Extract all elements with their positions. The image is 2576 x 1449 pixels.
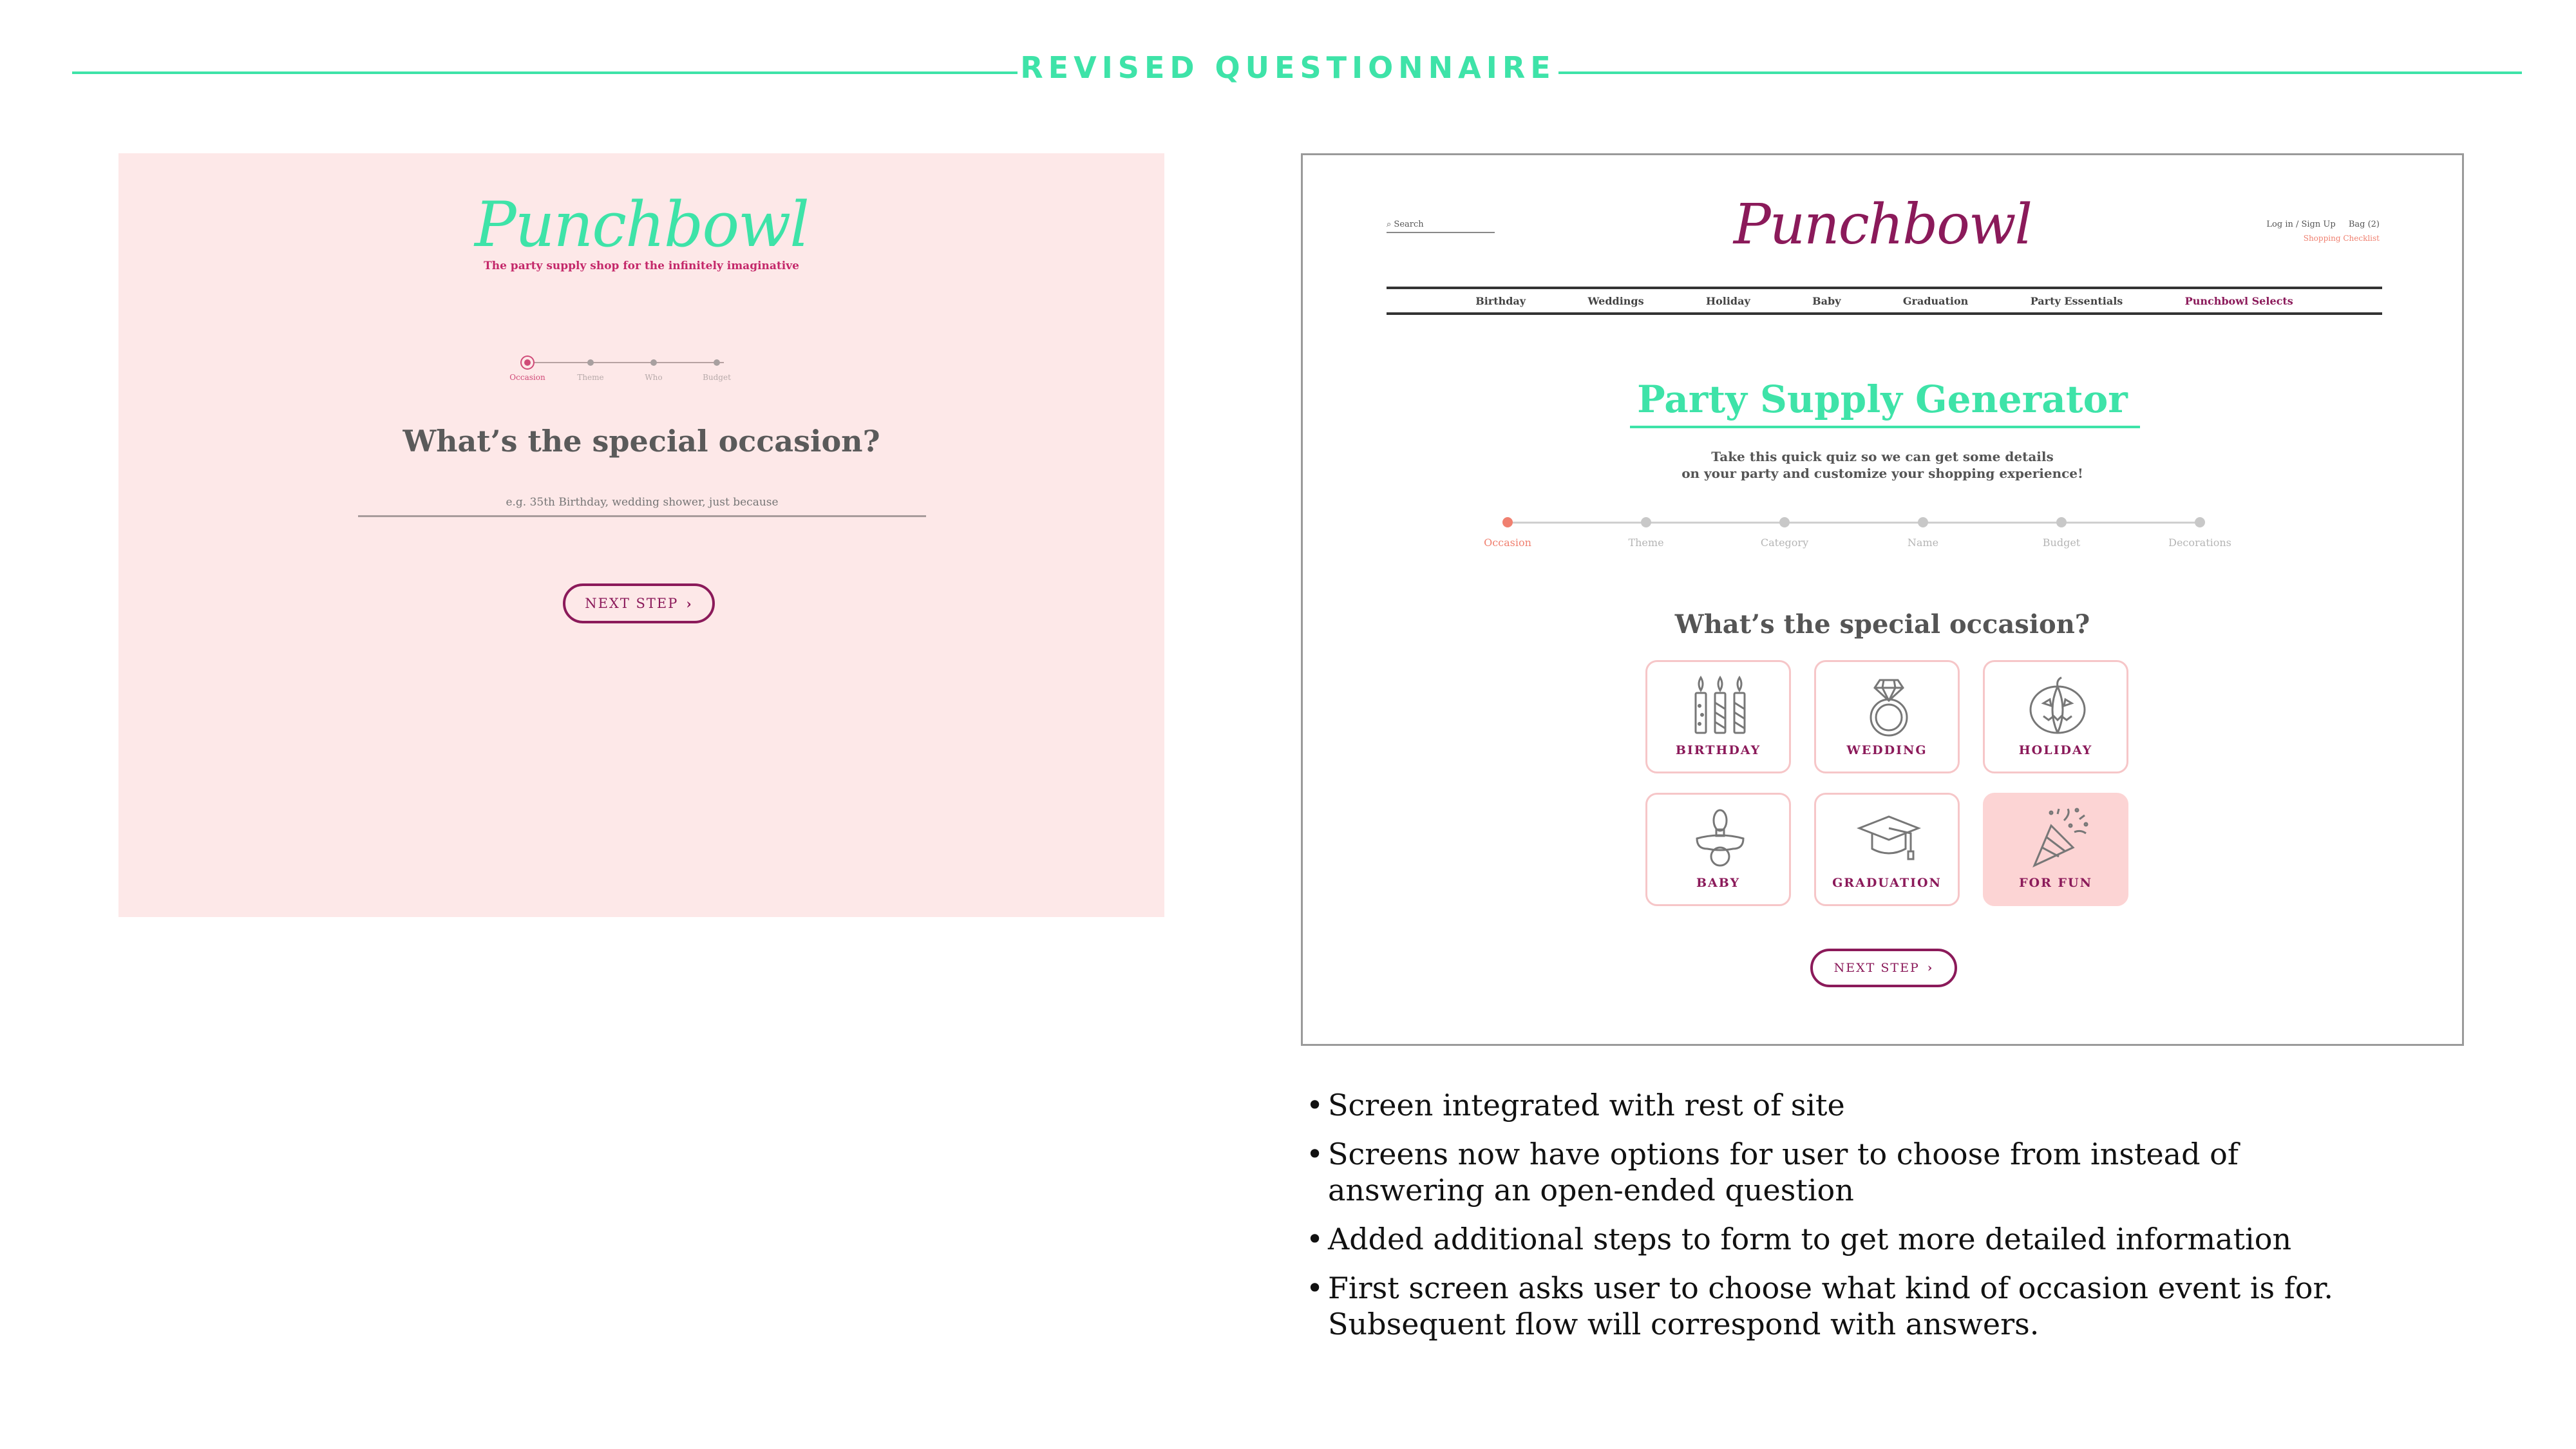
option-label: HOLIDAY: [2018, 743, 2093, 757]
option-label: WEDDING: [1846, 743, 1927, 757]
punchbowl-logo[interactable]: Punchbowl: [475, 189, 808, 261]
step-label-decorations: Decorations: [2168, 536, 2231, 549]
header-rule-left: [72, 71, 1018, 74]
pacifier-icon: [1688, 806, 1752, 871]
slide-title: REVISED QUESTIONNAIRE: [1020, 50, 1556, 85]
next-step-label: NEXT STEP: [1833, 961, 1920, 975]
nav-graduation[interactable]: Graduation: [1902, 294, 1969, 307]
step-label-occasion: Occasion: [509, 373, 545, 382]
next-step-button[interactable]: [563, 583, 715, 623]
occasion-question: What’s the special occasion?: [402, 424, 880, 459]
chevron-right-icon: ›: [1927, 961, 1934, 975]
option-holiday[interactable]: [1983, 660, 2128, 773]
login-link[interactable]: Log in / Sign Up: [2266, 220, 2336, 229]
option-graduation[interactable]: [1814, 793, 1960, 906]
option-for-fun[interactable]: [1983, 793, 2128, 906]
nav-baby[interactable]: Baby: [1812, 294, 1841, 307]
step-dot-decorations: [2195, 517, 2205, 527]
step-dot-category: [1779, 517, 1790, 527]
occasion-question: What’s the special occasion?: [1674, 609, 2090, 639]
step-dot-theme: [587, 359, 594, 366]
option-label: BABY: [1696, 876, 1741, 890]
punchbowl-logo[interactable]: Punchbowl: [1733, 193, 2032, 257]
account-links: [2256, 220, 2380, 229]
step-dot-budget: [2056, 517, 2067, 527]
original-questionnaire-screen: [118, 153, 1164, 917]
nav-birthday[interactable]: Birthday: [1475, 294, 1526, 307]
progress-steps: [1484, 516, 2269, 554]
step-dot-who: [650, 359, 657, 366]
step-label-occasion: Occasion: [1484, 536, 1531, 549]
page-title: Party Supply Generator: [1637, 377, 2128, 421]
option-label: GRADUATION: [1832, 876, 1942, 890]
step-label-category: Category: [1760, 536, 1809, 549]
step-label-who: Who: [645, 373, 663, 382]
title-underline: [1630, 426, 2140, 428]
bag-link[interactable]: Bag (2): [2348, 220, 2380, 229]
pumpkin-icon: [2025, 674, 2090, 738]
next-step-label: NEXT STEP: [585, 596, 679, 611]
nav-holiday[interactable]: Holiday: [1705, 294, 1750, 307]
step-label-budget: Budget: [703, 373, 731, 382]
step-label-theme: Theme: [577, 373, 604, 382]
header-rule-right: [1558, 71, 2522, 74]
step-label-budget: Budget: [2042, 536, 2081, 549]
revision-notes: [1306, 1087, 2336, 1355]
ring-icon: [1857, 674, 1921, 738]
search-icon: ⌕: [1387, 220, 1392, 229]
note-item: • Screens now have options for user to choose from instead of answering an open-ended question: [1306, 1136, 2336, 1208]
candles-icon: [1688, 674, 1752, 738]
search-field[interactable]: [1387, 220, 1495, 233]
main-nav: [1387, 287, 2382, 315]
grad-cap-icon: [1857, 806, 1921, 871]
progress-steps: [509, 356, 743, 388]
chevron-right-icon: ›: [686, 595, 693, 612]
next-step-button[interactable]: [1810, 949, 1957, 987]
step-dot-theme: [1641, 517, 1651, 527]
step-label-theme: Theme: [1628, 536, 1664, 549]
tagline: The party supply shop for the infinitely imaginative: [484, 260, 799, 272]
search-label: Search: [1394, 220, 1424, 229]
party-popper-icon: [2025, 806, 2090, 871]
revised-questionnaire-screen: [1301, 153, 2464, 1046]
nav-party-essentials[interactable]: Party Essentials: [2030, 294, 2123, 307]
step-label-name: Name: [1907, 536, 1939, 549]
page-subtitle: Take this quick quiz so we can get some details on your party and customize your shopping experience!: [1681, 449, 2083, 481]
option-label: BIRTHDAY: [1675, 743, 1761, 757]
occasion-input[interactable]: [358, 489, 926, 517]
option-label: FOR FUN: [2019, 876, 2092, 890]
nav-weddings[interactable]: Weddings: [1587, 294, 1644, 307]
option-baby[interactable]: [1645, 793, 1791, 906]
option-birthday[interactable]: [1645, 660, 1791, 773]
step-dot-name: [1918, 517, 1928, 527]
shopping-checklist-link[interactable]: Shopping Checklist: [2303, 234, 2380, 243]
option-wedding[interactable]: [1814, 660, 1960, 773]
step-dot-occasion: [524, 359, 531, 366]
note-item: • First screen asks user to choose what kind of occasion event is for. Subsequent flow will correspond with answers.: [1306, 1270, 2336, 1342]
step-dot-occasion: [1502, 517, 1513, 527]
nav-punchbowl-selects[interactable]: Punchbowl Selects: [2184, 294, 2293, 307]
note-item: • Screen integrated with rest of site: [1306, 1087, 2336, 1123]
step-dot-budget: [714, 359, 720, 366]
note-item: • Added additional steps to form to get more detailed information: [1306, 1221, 2336, 1257]
